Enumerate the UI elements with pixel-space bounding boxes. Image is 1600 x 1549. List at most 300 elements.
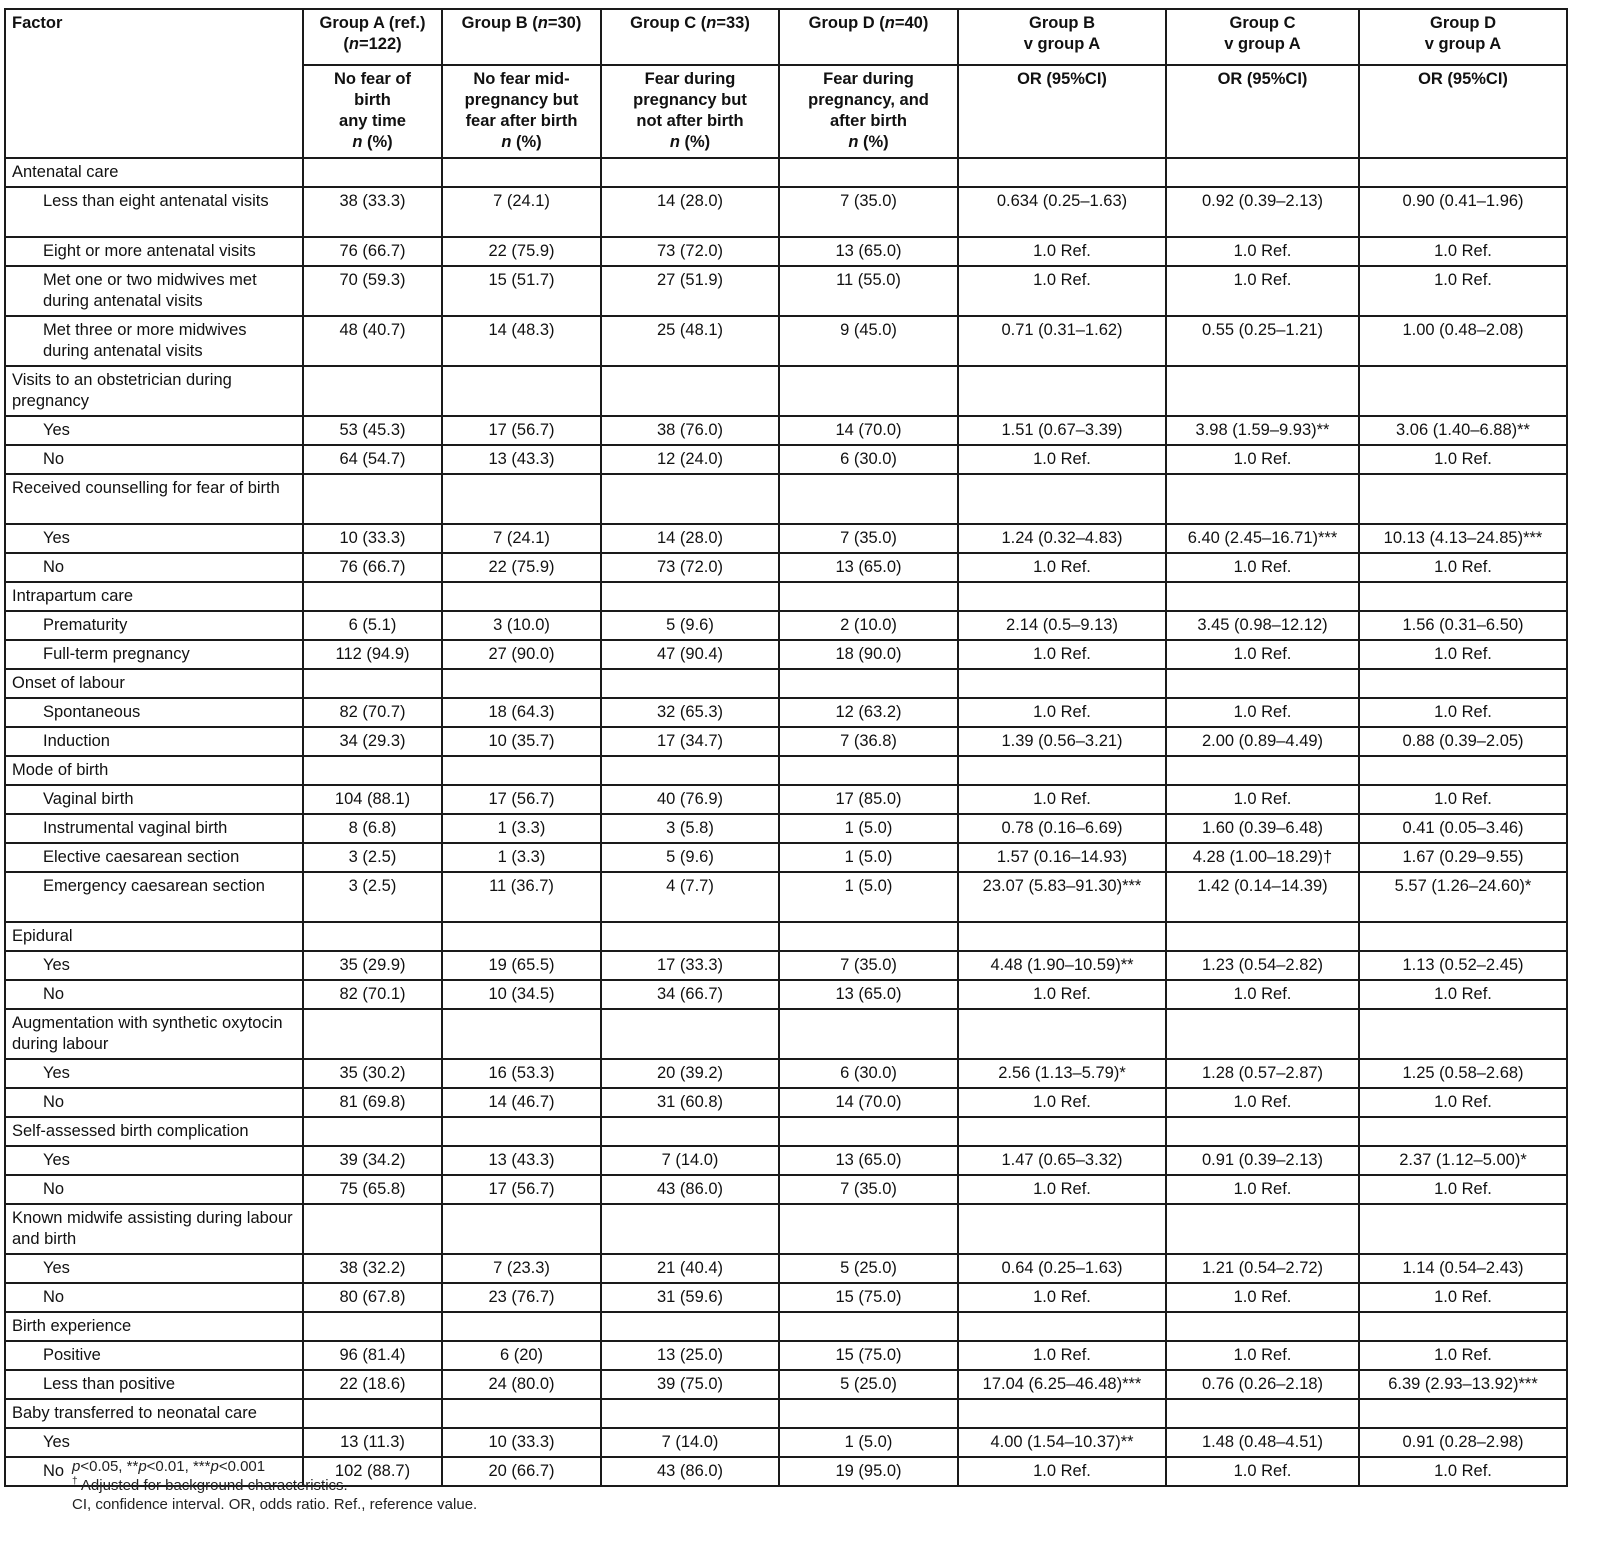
table-body bbox=[5, 158, 1567, 1486]
or-d-vs-a: 1.0 Ref. bbox=[1359, 266, 1567, 316]
or-d-vs-a: 1.0 Ref. bbox=[1359, 640, 1567, 669]
row-label: Yes bbox=[5, 1059, 303, 1088]
group-d-value: 7 (35.0) bbox=[779, 951, 958, 980]
table-row bbox=[5, 316, 1567, 366]
or-c-vs-a bbox=[1166, 922, 1359, 951]
group-b-value bbox=[442, 474, 601, 524]
footnote-dagger: † Adjusted for background characteristics. bbox=[72, 1476, 348, 1494]
group-a-value: 38 (33.3) bbox=[303, 187, 442, 237]
table-row bbox=[5, 980, 1567, 1009]
group-b-value: 10 (33.3) bbox=[442, 1428, 601, 1457]
group-b-value: 24 (80.0) bbox=[442, 1370, 601, 1399]
or-d-vs-a: 1.0 Ref. bbox=[1359, 237, 1567, 266]
table-row bbox=[5, 872, 1567, 922]
group-c-value bbox=[601, 1204, 779, 1254]
or-d-vs-a bbox=[1359, 669, 1567, 698]
or-d-vs-a: 5.57 (1.26–24.60)* bbox=[1359, 872, 1567, 922]
group-c-value bbox=[601, 158, 779, 187]
row-label: No bbox=[5, 1283, 303, 1312]
group-b-value bbox=[442, 756, 601, 785]
or-d-vs-a: 0.90 (0.41–1.96) bbox=[1359, 187, 1567, 237]
or-c-vs-a: 1.0 Ref. bbox=[1166, 553, 1359, 582]
group-d-value bbox=[779, 158, 958, 187]
group-d-value bbox=[779, 1204, 958, 1254]
or-b-vs-a: 0.64 (0.25–1.63) bbox=[958, 1254, 1166, 1283]
or-b-vs-a: 1.24 (0.32–4.83) bbox=[958, 524, 1166, 553]
group-b-value bbox=[442, 669, 601, 698]
or-b-vs-a bbox=[958, 756, 1166, 785]
group-c-value: 4 (7.7) bbox=[601, 872, 779, 922]
group-b-value bbox=[442, 158, 601, 187]
group-b-value: 14 (46.7) bbox=[442, 1088, 601, 1117]
or-c-vs-a bbox=[1166, 158, 1359, 187]
group-a-value bbox=[303, 1117, 442, 1146]
group-c-value: 32 (65.3) bbox=[601, 698, 779, 727]
table-footnotes bbox=[72, 1457, 477, 1514]
or-c-vs-a bbox=[1166, 366, 1359, 416]
group-a-value bbox=[303, 582, 442, 611]
table-row bbox=[5, 266, 1567, 316]
group-d-value: 9 (45.0) bbox=[779, 316, 958, 366]
group-b-value: 7 (23.3) bbox=[442, 1254, 601, 1283]
group-d-value bbox=[779, 1312, 958, 1341]
table-row bbox=[5, 727, 1567, 756]
or-b-vs-a: 2.14 (0.5–9.13) bbox=[958, 611, 1166, 640]
or-b-vs-a: 17.04 (6.25–46.48)*** bbox=[958, 1370, 1166, 1399]
group-d-value: 1 (5.0) bbox=[779, 814, 958, 843]
group-c-value bbox=[601, 1312, 779, 1341]
table-row bbox=[5, 1283, 1567, 1312]
row-label: Positive bbox=[5, 1341, 303, 1370]
group-b-value: 18 (64.3) bbox=[442, 698, 601, 727]
or-d-vs-a: 0.88 (0.39–2.05) bbox=[1359, 727, 1567, 756]
group-b-value: 17 (56.7) bbox=[442, 1175, 601, 1204]
or-b-vs-a: 2.56 (1.13–5.79)* bbox=[958, 1059, 1166, 1088]
group-b-value bbox=[442, 1204, 601, 1254]
or-c-vs-a: 1.21 (0.54–2.72) bbox=[1166, 1254, 1359, 1283]
or-d-vs-a: 1.0 Ref. bbox=[1359, 1088, 1567, 1117]
header-group-c-desc: Fear during pregnancy but not after birth n (%) bbox=[601, 65, 779, 158]
header-c-vs-a: Group C v group A bbox=[1166, 9, 1359, 65]
or-c-vs-a: 1.0 Ref. bbox=[1166, 266, 1359, 316]
or-d-vs-a: 1.0 Ref. bbox=[1359, 445, 1567, 474]
or-b-vs-a bbox=[958, 922, 1166, 951]
or-c-vs-a: 1.0 Ref. bbox=[1166, 1283, 1359, 1312]
section-label: Received counselling for fear of birth bbox=[5, 474, 303, 524]
group-d-value: 5 (25.0) bbox=[779, 1254, 958, 1283]
section-row bbox=[5, 158, 1567, 187]
or-d-vs-a bbox=[1359, 366, 1567, 416]
group-d-value: 15 (75.0) bbox=[779, 1283, 958, 1312]
or-d-vs-a: 1.0 Ref. bbox=[1359, 980, 1567, 1009]
table-row bbox=[5, 611, 1567, 640]
or-b-vs-a bbox=[958, 669, 1166, 698]
group-a-value: 81 (69.8) bbox=[303, 1088, 442, 1117]
group-c-value: 73 (72.0) bbox=[601, 237, 779, 266]
or-d-vs-a: 1.0 Ref. bbox=[1359, 698, 1567, 727]
section-row bbox=[5, 366, 1567, 416]
group-b-value: 13 (43.3) bbox=[442, 445, 601, 474]
group-a-value: 70 (59.3) bbox=[303, 266, 442, 316]
or-d-vs-a bbox=[1359, 1117, 1567, 1146]
group-c-value: 38 (76.0) bbox=[601, 416, 779, 445]
or-c-vs-a bbox=[1166, 1204, 1359, 1254]
or-b-vs-a: 1.0 Ref. bbox=[958, 785, 1166, 814]
table-row bbox=[5, 640, 1567, 669]
section-label: Epidural bbox=[5, 922, 303, 951]
group-c-value: 47 (90.4) bbox=[601, 640, 779, 669]
or-c-vs-a bbox=[1166, 1117, 1359, 1146]
group-b-value bbox=[442, 1312, 601, 1341]
group-b-value: 7 (24.1) bbox=[442, 187, 601, 237]
section-row bbox=[5, 474, 1567, 524]
table-row bbox=[5, 1370, 1567, 1399]
row-label: Instrumental vaginal birth bbox=[5, 814, 303, 843]
or-d-vs-a: 3.06 (1.40–6.88)** bbox=[1359, 416, 1567, 445]
section-label: Known midwife assisting during labour and birth bbox=[5, 1204, 303, 1254]
or-c-vs-a: 1.60 (0.39–6.48) bbox=[1166, 814, 1359, 843]
or-b-vs-a bbox=[958, 158, 1166, 187]
or-d-vs-a bbox=[1359, 1312, 1567, 1341]
group-c-value: 27 (51.9) bbox=[601, 266, 779, 316]
group-b-value: 6 (20) bbox=[442, 1341, 601, 1370]
section-label: Onset of labour bbox=[5, 669, 303, 698]
group-d-value bbox=[779, 669, 958, 698]
or-c-vs-a: 1.42 (0.14–14.39) bbox=[1166, 872, 1359, 922]
group-a-value: 35 (29.9) bbox=[303, 951, 442, 980]
group-c-value: 43 (86.0) bbox=[601, 1175, 779, 1204]
group-d-value: 1 (5.0) bbox=[779, 843, 958, 872]
or-d-vs-a: 0.91 (0.28–2.98) bbox=[1359, 1428, 1567, 1457]
group-d-value bbox=[779, 366, 958, 416]
header-group-a: Group A (ref.) (n=122) bbox=[303, 9, 442, 65]
group-a-value: 13 (11.3) bbox=[303, 1428, 442, 1457]
row-label: Emergency caesarean section bbox=[5, 872, 303, 922]
or-d-vs-a: 1.0 Ref. bbox=[1359, 1283, 1567, 1312]
group-b-value: 20 (66.7) bbox=[442, 1457, 601, 1486]
group-a-value: 76 (66.7) bbox=[303, 237, 442, 266]
group-b-value: 27 (90.0) bbox=[442, 640, 601, 669]
row-label: Less than eight antenatal visits bbox=[5, 187, 303, 237]
group-c-value: 12 (24.0) bbox=[601, 445, 779, 474]
dagger-symbol: † bbox=[72, 1476, 78, 1487]
table-row bbox=[5, 237, 1567, 266]
group-a-value: 76 (66.7) bbox=[303, 553, 442, 582]
group-d-value: 6 (30.0) bbox=[779, 445, 958, 474]
row-label: Induction bbox=[5, 727, 303, 756]
table-row bbox=[5, 553, 1567, 582]
row-label: Prematurity bbox=[5, 611, 303, 640]
group-b-value: 22 (75.9) bbox=[442, 237, 601, 266]
or-b-vs-a: 0.71 (0.31–1.62) bbox=[958, 316, 1166, 366]
section-label: Mode of birth bbox=[5, 756, 303, 785]
or-b-vs-a: 23.07 (5.83–91.30)*** bbox=[958, 872, 1166, 922]
group-c-value: 40 (76.9) bbox=[601, 785, 779, 814]
group-a-value bbox=[303, 922, 442, 951]
group-a-value: 75 (65.8) bbox=[303, 1175, 442, 1204]
or-c-vs-a: 1.0 Ref. bbox=[1166, 785, 1359, 814]
group-b-value bbox=[442, 1009, 601, 1059]
group-b-value: 11 (36.7) bbox=[442, 872, 601, 922]
group-b-value: 16 (53.3) bbox=[442, 1059, 601, 1088]
or-d-vs-a bbox=[1359, 158, 1567, 187]
row-label: Full-term pregnancy bbox=[5, 640, 303, 669]
or-d-vs-a bbox=[1359, 1399, 1567, 1428]
group-b-value: 1 (3.3) bbox=[442, 814, 601, 843]
group-c-value: 13 (25.0) bbox=[601, 1341, 779, 1370]
group-c-value: 21 (40.4) bbox=[601, 1254, 779, 1283]
or-c-vs-a: 0.92 (0.39–2.13) bbox=[1166, 187, 1359, 237]
section-label: Augmentation with synthetic oxytocin during labour bbox=[5, 1009, 303, 1059]
section-label: Visits to an obstetrician during pregnancy bbox=[5, 366, 303, 416]
group-c-value: 43 (86.0) bbox=[601, 1457, 779, 1486]
or-c-vs-a: 0.91 (0.39–2.13) bbox=[1166, 1146, 1359, 1175]
or-b-vs-a: 0.78 (0.16–6.69) bbox=[958, 814, 1166, 843]
group-d-value: 13 (65.0) bbox=[779, 553, 958, 582]
or-b-vs-a: 1.47 (0.65–3.32) bbox=[958, 1146, 1166, 1175]
header-factor: Factor bbox=[5, 9, 303, 158]
group-c-value: 5 (9.6) bbox=[601, 611, 779, 640]
group-a-value: 96 (81.4) bbox=[303, 1341, 442, 1370]
header-d-vs-a-stat: OR (95%CI) bbox=[1359, 65, 1567, 158]
table-row bbox=[5, 416, 1567, 445]
group-d-value: 2 (10.0) bbox=[779, 611, 958, 640]
group-d-value bbox=[779, 1009, 958, 1059]
group-d-value: 18 (90.0) bbox=[779, 640, 958, 669]
or-b-vs-a: 4.00 (1.54–10.37)** bbox=[958, 1428, 1166, 1457]
group-b-value: 19 (65.5) bbox=[442, 951, 601, 980]
or-d-vs-a: 0.41 (0.05–3.46) bbox=[1359, 814, 1567, 843]
group-a-value: 39 (34.2) bbox=[303, 1146, 442, 1175]
group-c-value bbox=[601, 1117, 779, 1146]
group-c-value bbox=[601, 1009, 779, 1059]
group-c-value: 7 (14.0) bbox=[601, 1146, 779, 1175]
row-label: Met one or two midwives met during antenatal visits bbox=[5, 266, 303, 316]
row-label: No bbox=[5, 1175, 303, 1204]
group-d-value bbox=[779, 1117, 958, 1146]
section-row bbox=[5, 1399, 1567, 1428]
or-c-vs-a: 1.23 (0.54–2.82) bbox=[1166, 951, 1359, 980]
group-b-value: 3 (10.0) bbox=[442, 611, 601, 640]
group-d-value: 7 (36.8) bbox=[779, 727, 958, 756]
or-c-vs-a: 1.0 Ref. bbox=[1166, 1457, 1359, 1486]
group-d-value: 17 (85.0) bbox=[779, 785, 958, 814]
header-group-b-desc: No fear mid- pregnancy but fear after birth n (%) bbox=[442, 65, 601, 158]
group-c-value bbox=[601, 1399, 779, 1428]
group-a-value: 6 (5.1) bbox=[303, 611, 442, 640]
group-d-value: 13 (65.0) bbox=[779, 237, 958, 266]
or-b-vs-a: 1.0 Ref. bbox=[958, 1341, 1166, 1370]
group-b-value: 10 (35.7) bbox=[442, 727, 601, 756]
or-b-vs-a: 1.0 Ref. bbox=[958, 445, 1166, 474]
or-c-vs-a: 1.28 (0.57–2.87) bbox=[1166, 1059, 1359, 1088]
or-c-vs-a bbox=[1166, 1399, 1359, 1428]
or-b-vs-a: 1.0 Ref. bbox=[958, 1283, 1166, 1312]
row-label: Met three or more midwives during antenatal visits bbox=[5, 316, 303, 366]
header-group-c: Group C (n=33) bbox=[601, 9, 779, 65]
section-row bbox=[5, 756, 1567, 785]
table-row bbox=[5, 1428, 1567, 1457]
group-a-value: 48 (40.7) bbox=[303, 316, 442, 366]
row-label: Less than positive bbox=[5, 1370, 303, 1399]
table-row bbox=[5, 187, 1567, 237]
section-label: Antenatal care bbox=[5, 158, 303, 187]
table-row bbox=[5, 1059, 1567, 1088]
group-a-value bbox=[303, 756, 442, 785]
group-a-value: 102 (88.7) bbox=[303, 1457, 442, 1486]
or-c-vs-a: 1.0 Ref. bbox=[1166, 237, 1359, 266]
or-c-vs-a: 1.0 Ref. bbox=[1166, 980, 1359, 1009]
group-b-value: 13 (43.3) bbox=[442, 1146, 601, 1175]
group-a-value: 34 (29.3) bbox=[303, 727, 442, 756]
or-b-vs-a bbox=[958, 474, 1166, 524]
or-d-vs-a: 2.37 (1.12–5.00)* bbox=[1359, 1146, 1567, 1175]
header-b-vs-a: Group B v group A bbox=[958, 9, 1166, 65]
or-b-vs-a: 1.0 Ref. bbox=[958, 1088, 1166, 1117]
section-label: Birth experience bbox=[5, 1312, 303, 1341]
table-row bbox=[5, 445, 1567, 474]
group-b-value bbox=[442, 366, 601, 416]
group-c-value: 73 (72.0) bbox=[601, 553, 779, 582]
table-row bbox=[5, 1341, 1567, 1370]
group-b-value bbox=[442, 922, 601, 951]
or-d-vs-a bbox=[1359, 1009, 1567, 1059]
or-c-vs-a bbox=[1166, 582, 1359, 611]
or-b-vs-a: 1.0 Ref. bbox=[958, 553, 1166, 582]
group-a-value: 104 (88.1) bbox=[303, 785, 442, 814]
group-c-value: 25 (48.1) bbox=[601, 316, 779, 366]
group-d-value: 12 (63.2) bbox=[779, 698, 958, 727]
or-c-vs-a: 1.0 Ref. bbox=[1166, 698, 1359, 727]
header-b-vs-a-stat: OR (95%CI) bbox=[958, 65, 1166, 158]
or-d-vs-a: 10.13 (4.13–24.85)*** bbox=[1359, 524, 1567, 553]
group-d-value: 7 (35.0) bbox=[779, 524, 958, 553]
table-row bbox=[5, 1088, 1567, 1117]
section-row bbox=[5, 1312, 1567, 1341]
group-b-value: 17 (56.7) bbox=[442, 785, 601, 814]
group-a-value bbox=[303, 1204, 442, 1254]
or-d-vs-a: 1.00 (0.48–2.08) bbox=[1359, 316, 1567, 366]
or-d-vs-a bbox=[1359, 756, 1567, 785]
table-row bbox=[5, 951, 1567, 980]
group-a-value: 22 (18.6) bbox=[303, 1370, 442, 1399]
row-label: No bbox=[5, 980, 303, 1009]
row-label: No bbox=[5, 1457, 303, 1486]
group-a-value: 35 (30.2) bbox=[303, 1059, 442, 1088]
group-d-value bbox=[779, 922, 958, 951]
group-c-value: 39 (75.0) bbox=[601, 1370, 779, 1399]
section-row bbox=[5, 1204, 1567, 1254]
table-row bbox=[5, 1254, 1567, 1283]
group-b-value: 7 (24.1) bbox=[442, 524, 601, 553]
row-label: Yes bbox=[5, 1254, 303, 1283]
group-d-value: 19 (95.0) bbox=[779, 1457, 958, 1486]
group-a-value: 112 (94.9) bbox=[303, 640, 442, 669]
section-row bbox=[5, 922, 1567, 951]
or-d-vs-a: 6.39 (2.93–13.92)*** bbox=[1359, 1370, 1567, 1399]
row-label: No bbox=[5, 1088, 303, 1117]
or-d-vs-a: 1.0 Ref. bbox=[1359, 553, 1567, 582]
group-d-value: 14 (70.0) bbox=[779, 1088, 958, 1117]
group-a-value bbox=[303, 669, 442, 698]
or-c-vs-a: 3.98 (1.59–9.93)** bbox=[1166, 416, 1359, 445]
group-d-value: 11 (55.0) bbox=[779, 266, 958, 316]
group-b-value: 22 (75.9) bbox=[442, 553, 601, 582]
or-c-vs-a: 2.00 (0.89–4.49) bbox=[1166, 727, 1359, 756]
group-c-value: 14 (28.0) bbox=[601, 187, 779, 237]
group-c-value bbox=[601, 366, 779, 416]
or-b-vs-a: 1.0 Ref. bbox=[958, 1457, 1166, 1486]
or-b-vs-a bbox=[958, 582, 1166, 611]
row-label: Elective caesarean section bbox=[5, 843, 303, 872]
group-a-value bbox=[303, 1009, 442, 1059]
or-b-vs-a bbox=[958, 1009, 1166, 1059]
or-c-vs-a: 1.0 Ref. bbox=[1166, 640, 1359, 669]
section-label: Self-assessed birth complication bbox=[5, 1117, 303, 1146]
table-row bbox=[5, 843, 1567, 872]
or-c-vs-a: 3.45 (0.98–12.12) bbox=[1166, 611, 1359, 640]
group-c-value: 14 (28.0) bbox=[601, 524, 779, 553]
row-label: Yes bbox=[5, 524, 303, 553]
group-d-value: 1 (5.0) bbox=[779, 1428, 958, 1457]
row-label: Yes bbox=[5, 951, 303, 980]
or-d-vs-a bbox=[1359, 922, 1567, 951]
group-c-value: 17 (34.7) bbox=[601, 727, 779, 756]
table-row bbox=[5, 814, 1567, 843]
table-row bbox=[5, 785, 1567, 814]
table-row bbox=[5, 1175, 1567, 1204]
group-d-value: 6 (30.0) bbox=[779, 1059, 958, 1088]
or-c-vs-a bbox=[1166, 1009, 1359, 1059]
header-group-d-desc: Fear during pregnancy, and after birth n (%) bbox=[779, 65, 958, 158]
or-b-vs-a bbox=[958, 366, 1166, 416]
group-a-value: 82 (70.7) bbox=[303, 698, 442, 727]
group-a-value bbox=[303, 1399, 442, 1428]
or-d-vs-a: 1.0 Ref. bbox=[1359, 1457, 1567, 1486]
group-c-value: 5 (9.6) bbox=[601, 843, 779, 872]
group-d-value: 13 (65.0) bbox=[779, 1146, 958, 1175]
or-d-vs-a: 1.25 (0.58–2.68) bbox=[1359, 1059, 1567, 1088]
header-c-vs-a-stat: OR (95%CI) bbox=[1166, 65, 1359, 158]
header-group-d: Group D (n=40) bbox=[779, 9, 958, 65]
row-label: Yes bbox=[5, 1146, 303, 1175]
group-c-value: 20 (39.2) bbox=[601, 1059, 779, 1088]
results-table bbox=[4, 8, 1568, 1487]
group-d-value: 1 (5.0) bbox=[779, 872, 958, 922]
or-b-vs-a: 0.634 (0.25–1.63) bbox=[958, 187, 1166, 237]
row-label: Yes bbox=[5, 1428, 303, 1457]
group-b-value: 17 (56.7) bbox=[442, 416, 601, 445]
group-a-value bbox=[303, 474, 442, 524]
group-d-value bbox=[779, 582, 958, 611]
or-b-vs-a bbox=[958, 1117, 1166, 1146]
or-b-vs-a bbox=[958, 1204, 1166, 1254]
header-group-a-desc: No fear of birth any time n (%) bbox=[303, 65, 442, 158]
group-d-value bbox=[779, 1399, 958, 1428]
table-row bbox=[5, 524, 1567, 553]
section-row bbox=[5, 582, 1567, 611]
group-d-value: 13 (65.0) bbox=[779, 980, 958, 1009]
row-label: Vaginal birth bbox=[5, 785, 303, 814]
or-c-vs-a: 0.55 (0.25–1.21) bbox=[1166, 316, 1359, 366]
group-d-value: 7 (35.0) bbox=[779, 1175, 958, 1204]
or-b-vs-a bbox=[958, 1312, 1166, 1341]
group-b-value bbox=[442, 1117, 601, 1146]
or-d-vs-a: 1.0 Ref. bbox=[1359, 1175, 1567, 1204]
row-label: Yes bbox=[5, 416, 303, 445]
group-b-value: 14 (48.3) bbox=[442, 316, 601, 366]
or-c-vs-a bbox=[1166, 669, 1359, 698]
